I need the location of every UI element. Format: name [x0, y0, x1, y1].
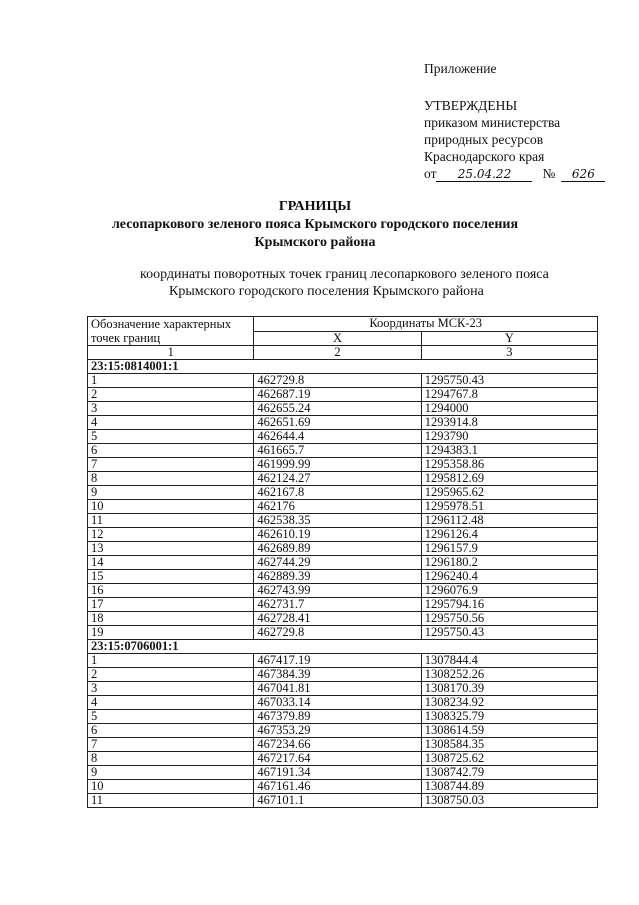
coordinate-y: 1295358.86	[421, 458, 597, 472]
coordinate-x: 467384.39	[254, 668, 421, 682]
header-col-2: 2	[254, 346, 421, 360]
document-subtitle	[60, 266, 620, 300]
table-row	[88, 766, 598, 780]
table-row	[88, 682, 598, 696]
point-number: 12	[88, 528, 254, 542]
approved-label: УТВЕРЖДЕНЫ	[424, 98, 518, 113]
point-number: 3	[88, 402, 254, 416]
approval-line-1: приказом министерства	[424, 115, 561, 130]
parcel-id: 23:15:0706001:1	[88, 640, 598, 654]
point-number: 2	[88, 388, 254, 402]
subtitle-line-1: координаты поворотных точек границ лесопаркового зеленого пояса	[140, 267, 549, 282]
header-x: X	[254, 331, 421, 346]
point-number: 2	[88, 668, 254, 682]
point-number: 9	[88, 766, 254, 780]
point-number: 7	[88, 458, 254, 472]
coordinate-y: 1308614.59	[421, 724, 597, 738]
point-number: 10	[88, 780, 254, 794]
coordinate-x: 467379.89	[254, 710, 421, 724]
coordinate-x: 467101.1	[254, 794, 421, 808]
point-number: 6	[88, 724, 254, 738]
coordinate-x: 462744.29	[254, 556, 421, 570]
table-row	[88, 710, 598, 724]
table-row	[88, 724, 598, 738]
coordinate-y: 1293914.8	[421, 416, 597, 430]
coordinate-y: 1294383.1	[421, 444, 597, 458]
coordinate-x: 462167.8	[254, 486, 421, 500]
coordinate-x: 461999.99	[254, 458, 421, 472]
coordinate-x: 462889.39	[254, 570, 421, 584]
coordinate-y: 1296126.4	[421, 528, 597, 542]
header-y: Y	[421, 331, 597, 346]
table-row	[88, 528, 598, 542]
coordinate-y: 1295750.43	[421, 374, 597, 388]
subtitle-line-2: Крымского городского поселения Крымского района	[169, 284, 484, 299]
point-number: 13	[88, 542, 254, 556]
table-row	[88, 570, 598, 584]
table-row	[88, 598, 598, 612]
point-number: 11	[88, 794, 254, 808]
coordinate-x: 467417.19	[254, 654, 421, 668]
title-line-3: Крымского района	[254, 235, 376, 250]
coordinate-x: 462651.69	[254, 416, 421, 430]
point-number: 10	[88, 500, 254, 514]
table-row	[88, 626, 598, 640]
table-row	[88, 486, 598, 500]
approval-line-2: природных ресурсов	[424, 132, 544, 147]
coordinates-table	[87, 316, 598, 808]
coordinate-x: 467161.46	[254, 780, 421, 794]
point-number: 8	[88, 752, 254, 766]
coordinate-x: 462176	[254, 500, 421, 514]
handwritten-number: 626	[561, 167, 605, 182]
coordinate-y: 1308325.79	[421, 710, 597, 724]
table-row	[88, 374, 598, 388]
coordinate-y: 1295965.62	[421, 486, 597, 500]
point-number: 19	[88, 626, 254, 640]
table-row	[88, 556, 598, 570]
point-number: 9	[88, 486, 254, 500]
table-row	[88, 696, 598, 710]
coordinate-x: 467217.64	[254, 752, 421, 766]
coordinate-y: 1293790	[421, 430, 597, 444]
coordinate-y: 1308234.92	[421, 696, 597, 710]
coordinate-x: 467033.14	[254, 696, 421, 710]
coordinate-y: 1295750.43	[421, 626, 597, 640]
header-col-3: 3	[421, 346, 597, 360]
appendix-label: Приложение	[424, 61, 497, 76]
handwritten-date: 25.04.22	[436, 167, 532, 182]
table-row	[88, 388, 598, 402]
coordinate-y: 1294000	[421, 402, 597, 416]
coordinate-y: 1308742.79	[421, 766, 597, 780]
table-row	[88, 612, 598, 626]
coordinate-x: 462731.7	[254, 598, 421, 612]
table-row	[88, 402, 598, 416]
coordinate-y: 1296240.4	[421, 570, 597, 584]
table-row	[88, 542, 598, 556]
coordinate-x: 462743.99	[254, 584, 421, 598]
point-number: 18	[88, 612, 254, 626]
table-row	[88, 444, 598, 458]
title-line-2: лесопаркового зеленого пояса Крымского городского поселения	[111, 217, 519, 232]
number-sign: №	[542, 166, 556, 181]
point-number: 16	[88, 584, 254, 598]
coordinate-x: 462728.41	[254, 612, 421, 626]
coordinate-x: 462729.8	[254, 626, 421, 640]
table-row	[88, 752, 598, 766]
coordinate-x: 462124.27	[254, 472, 421, 486]
coordinate-y: 1296180.2	[421, 556, 597, 570]
table-row	[88, 458, 598, 472]
coordinate-x: 462644.4	[254, 430, 421, 444]
coordinate-x: 462687.19	[254, 388, 421, 402]
table-row	[88, 416, 598, 430]
coordinate-x: 462610.19	[254, 528, 421, 542]
title-heading: ГРАНИЦЫ	[278, 199, 352, 214]
coordinate-y: 1296157.9	[421, 542, 597, 556]
point-number: 14	[88, 556, 254, 570]
coordinate-y: 1308252.26	[421, 668, 597, 682]
point-number: 5	[88, 710, 254, 724]
approval-block	[424, 60, 624, 182]
table-row	[88, 780, 598, 794]
coordinate-x: 467191.34	[254, 766, 421, 780]
coordinate-y: 1296076.9	[421, 584, 597, 598]
coordinate-y: 1308744.89	[421, 780, 597, 794]
point-number: 15	[88, 570, 254, 584]
coordinate-x: 467041.81	[254, 682, 421, 696]
header-col-1: 1	[88, 346, 254, 360]
coordinate-y: 1295750.56	[421, 612, 597, 626]
coordinate-x: 467353.29	[254, 724, 421, 738]
coordinate-y: 1295812.69	[421, 472, 597, 486]
coordinate-x: 461665.7	[254, 444, 421, 458]
coordinate-y: 1308725.62	[421, 752, 597, 766]
point-number: 4	[88, 416, 254, 430]
parcel-id: 23:15:0814001:1	[88, 360, 598, 374]
point-number: 4	[88, 696, 254, 710]
parcel-group-row	[88, 360, 598, 374]
table-row	[88, 472, 598, 486]
point-number: 6	[88, 444, 254, 458]
date-prefix: от	[424, 166, 437, 181]
table-row	[88, 514, 598, 528]
coordinate-x: 462689.89	[254, 542, 421, 556]
table-row	[88, 500, 598, 514]
coordinate-y: 1308750.03	[421, 794, 597, 808]
point-number: 8	[88, 472, 254, 486]
coordinate-x: 462729.8	[254, 374, 421, 388]
point-number: 1	[88, 654, 254, 668]
point-number: 5	[88, 430, 254, 444]
coordinate-y: 1295978.51	[421, 500, 597, 514]
coordinate-x: 462655.24	[254, 402, 421, 416]
point-number: 7	[88, 738, 254, 752]
header-coordinates: Координаты МСК-23	[254, 317, 598, 332]
table-row	[88, 794, 598, 808]
coordinate-y: 1296112.48	[421, 514, 597, 528]
coordinate-y: 1294767.8	[421, 388, 597, 402]
coordinate-y: 1308170.39	[421, 682, 597, 696]
coordinate-x: 467234.66	[254, 738, 421, 752]
coordinate-y: 1308584.35	[421, 738, 597, 752]
parcel-group-row	[88, 640, 598, 654]
coordinate-x: 462538.35	[254, 514, 421, 528]
coordinate-y: 1295794.16	[421, 598, 597, 612]
point-number: 1	[88, 374, 254, 388]
table-body	[88, 360, 598, 808]
coordinate-y: 1307844.4	[421, 654, 597, 668]
header-point-designation: Обозначение характерных точек границ	[88, 317, 254, 346]
order-date-number	[424, 165, 624, 182]
approval-line-3: Краснодарского края	[424, 149, 545, 164]
point-number: 17	[88, 598, 254, 612]
table-row	[88, 584, 598, 598]
table-row	[88, 430, 598, 444]
table-row	[88, 654, 598, 668]
point-number: 3	[88, 682, 254, 696]
point-number: 11	[88, 514, 254, 528]
table-row	[88, 738, 598, 752]
document-title	[60, 198, 570, 252]
table-row	[88, 668, 598, 682]
